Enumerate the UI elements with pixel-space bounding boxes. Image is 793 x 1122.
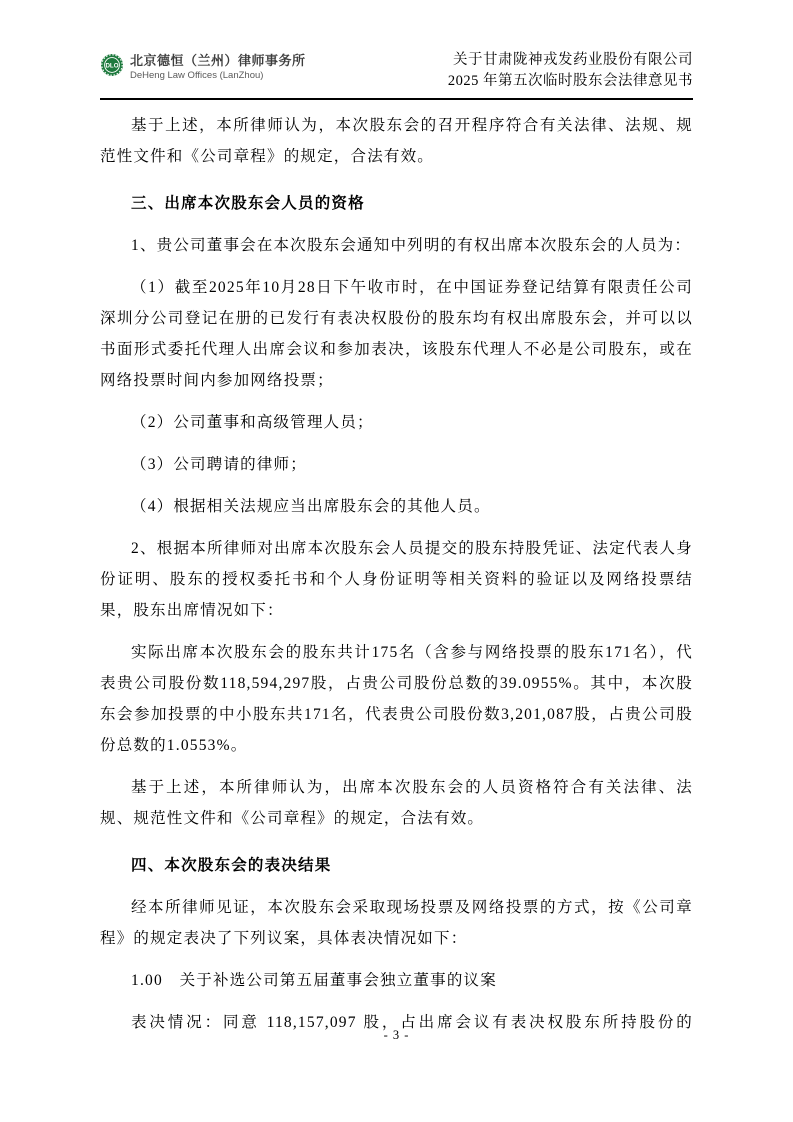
page-number: - 3 - <box>383 1028 410 1042</box>
doc-ref-line2: 2025 年第五次临时股东会法律意见书 <box>447 73 693 89</box>
paragraph-conclusion-qualification: 基于上述，本所律师认为，出席本次股东会的人员资格符合有关法律、法规、规范性文件和《公司章程》的规定，合法有效。 <box>100 779 693 827</box>
paragraph-voting-result: 表决情况：同意 118,157,097 股，占出席会议有表决权股东所持股份的 <box>131 1014 693 1031</box>
paragraph-conclusion-convening: 基于上述，本所律师认为，本次股东会的召开程序符合有关法律、法规、规范性文件和《公司章程》的规定，合法有效。 <box>100 117 693 165</box>
paragraph-voting-method: 经本所律师见证，本次股东会采取现场投票及网络投票的方式，按《公司章程》的规定表决了下列议案，具体表决情况如下： <box>100 899 693 947</box>
svg-text:DLO: DLO <box>105 62 119 70</box>
paragraph-item-1-1: （1）截至2025年10月28日下午收市时，在中国证券登记结算有限责任公司深圳分公司登记在册的已发行有表决权股份的股东均有权出席股东会，并可以以书面形式委托代理人出席会议和参加表决，该股东代理人不必是公司股东，或在网络投票时间内参加网络投票； <box>100 279 693 389</box>
paragraph-proposal-1: 1.00 关于补选公司第五届董事会独立董事的议案 <box>131 972 497 989</box>
paragraph-item-1-3: （3）公司聘请的律师； <box>131 456 307 473</box>
document-reference <box>448 50 693 92</box>
section-heading-4: 四、本次股东会的表决结果 <box>131 857 332 874</box>
section-heading-3: 三、出席本次股东会人员的资格 <box>131 195 365 212</box>
firm-name-en: DeHeng Law Offices (LanZhou) <box>130 70 264 81</box>
page-header <box>100 0 693 92</box>
document-body <box>100 100 693 1038</box>
law-firm-names <box>130 53 306 82</box>
paragraph-item-1-2: （2）公司董事和高级管理人员； <box>131 414 374 431</box>
doc-ref-line1: 关于甘肃陇神戎发药业股份有限公司 <box>453 52 693 68</box>
paragraph-item-2: 2、根据本所律师对出席本次股东会人员提交的股东持股凭证、法定代表人身份证明、股东的授权委托书和个人身份证明等相关资料的验证以及网络投票结果，股东出席情况如下： <box>100 540 693 619</box>
deheng-logo-icon <box>100 53 124 77</box>
paragraph-item-1-4: （4）根据相关法规应当出席股东会的其他人员。 <box>131 498 491 515</box>
law-firm-identity <box>100 53 306 82</box>
paragraph-attendance-stats: 实际出席本次股东会的股东共计175名（含参与网络投票的股东171名），代表贵公司股份数118,594,297股，占贵公司股份总数的39.0955%。其中，本次股东会参加投票的中小股东共171名，代表贵公司股份数3,201,087股，占贵公司股份总数的1.0553%。 <box>100 644 693 754</box>
firm-name-cn: 北京德恒（兰州）律师事务所 <box>130 53 306 68</box>
paragraph-item-1: 1、贵公司董事会在本次股东会通知中列明的有权出席本次股东会的人员为： <box>131 237 692 254</box>
